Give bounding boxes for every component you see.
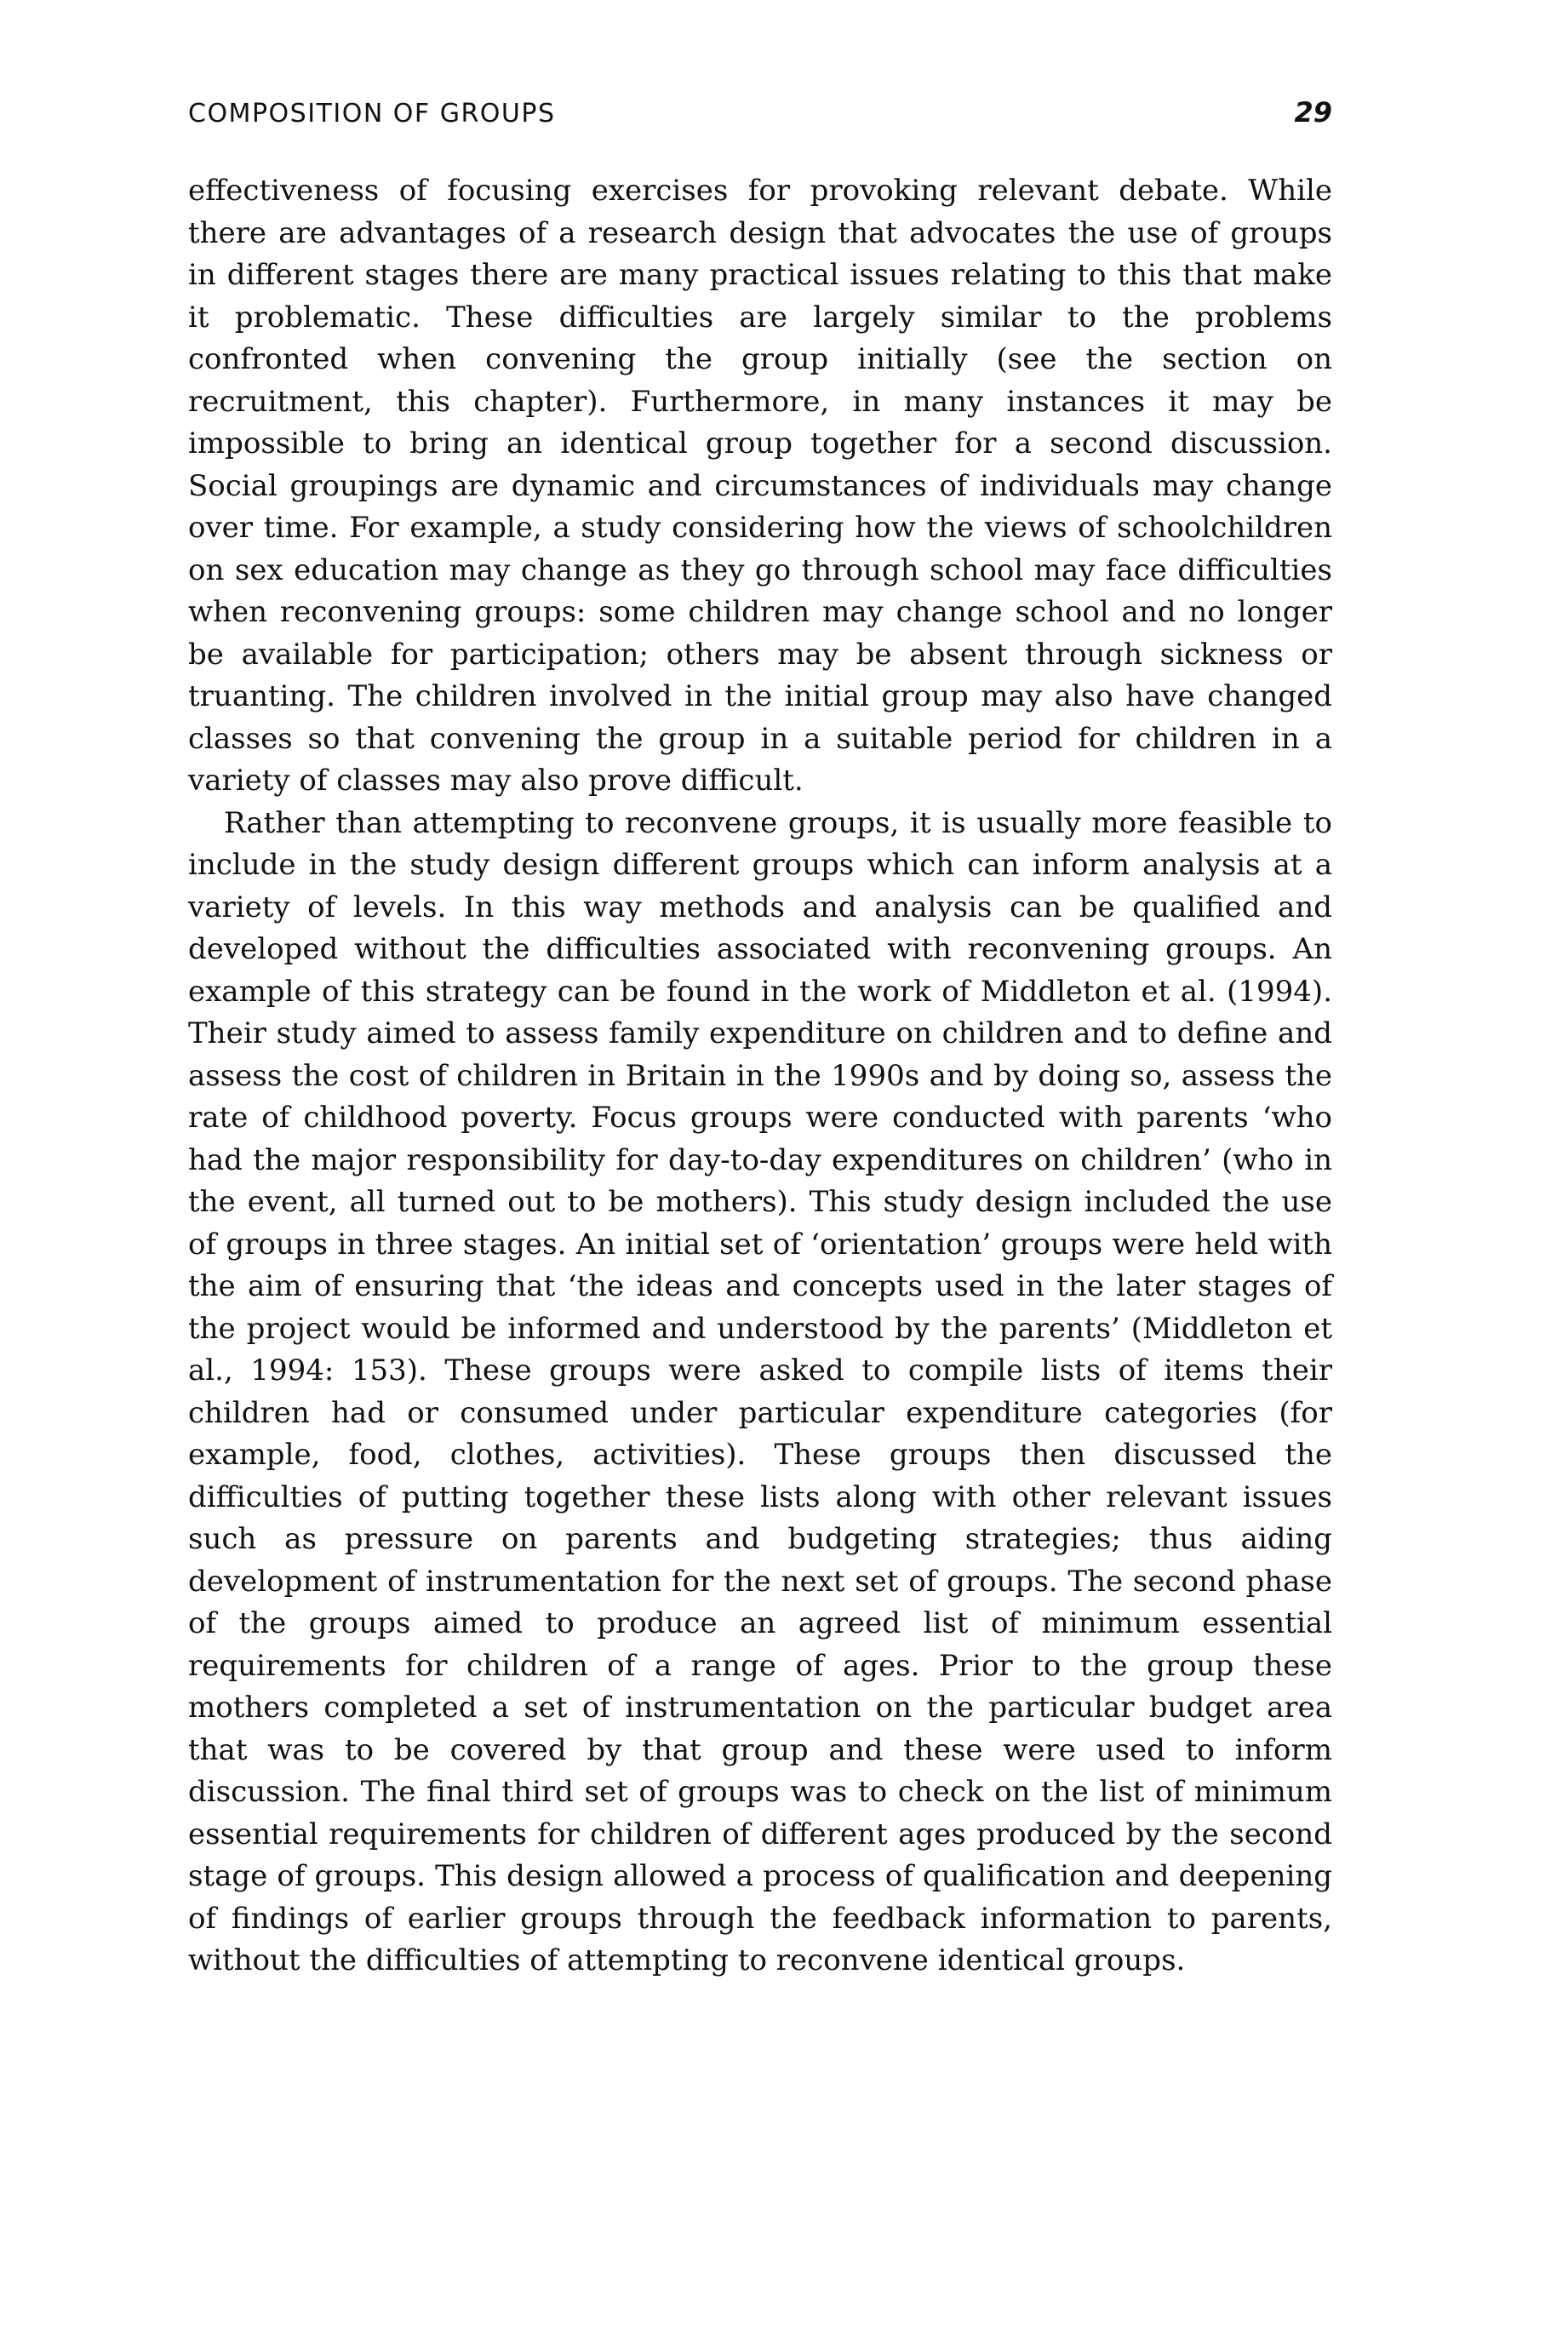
paragraph-2: Rather than attempting to reconvene groups, it is usually more feasible to include in the study design different groups which can inform analysis at a variety of levels. In this way methods and analysis can be qualified and developed without the difficulties associated with reconvening groups. An example of this strategy can be found in the work of Middleton et al. (1994). Their study aimed to assess family expenditure on children and to define and assess the cost of children in Britain in the 1990s and by doing so, assess the rate of childhood poverty. Focus groups were conducted with parents ‘who had the major responsibility for day-to-day expenditures on children’ (who in the event, all turned out to be mothers). This study design included the use of groups in three stages. An initial set of ‘orientation’ groups were held with the aim of ensuring that ‘the ideas and concepts used in the later stages of the project would be informed and understood by the parents’ (Middleton et al., 1994: 153). These groups were asked to compile lists of items their children had or consumed under particular expenditure categories (for example, food, clothes, activities). These groups then discussed the difficulties of putting together these lists along with other relevant issues such as pressure on parents and budgeting strategies; thus aiding development of instrumentation for the next set of groups. The second phase of the groups aimed to produce an agreed list of minimum essential requirements for children of a range of ages. Prior to the group these mothers completed a set of instrumentation on the particular budget area that was to be covered by that group and these were used to inform discussion. The final third set of groups was to check on the list of minimum essential requirements for children of different ages produced by the second stage of groups. This design allowed a process of qualification and deepening of findings of earlier groups through the feedback information to parents, without the difficulties of attempting to reconvene identical groups. (188, 805, 1332, 1977)
page-number: 29 (1294, 96, 1332, 129)
body-text (188, 170, 1332, 1983)
running-head (188, 92, 1332, 133)
paragraph-1: effectiveness of focusing exercises for provoking relevant debate. While there are advantages of a research design that advocates the use of groups in different stages there are many practical issues relating to this that make it problematic. These difficulties are largely similar to the problems confronted when convening the group initially (see the section on recruitment, this chapter). Furthermore, in many instances it may be impossible to bring an identical group together for a second discussion. Social groupings are dynamic and circumstances of individuals may change over time. For example, a study considering how the views of schoolchildren on sex education may change as they go through school may face difficulties when reconvening groups: some children may change school and no longer be available for participation; others may be absent through sickness or truanting. The children involved in the initial group may also have changed classes so that convening the group in a suitable period for children in a variety of classes may also prove difficult. (188, 174, 1332, 798)
running-title: COMPOSITION OF GROUPS (188, 99, 556, 129)
book-page (188, 92, 1332, 1983)
